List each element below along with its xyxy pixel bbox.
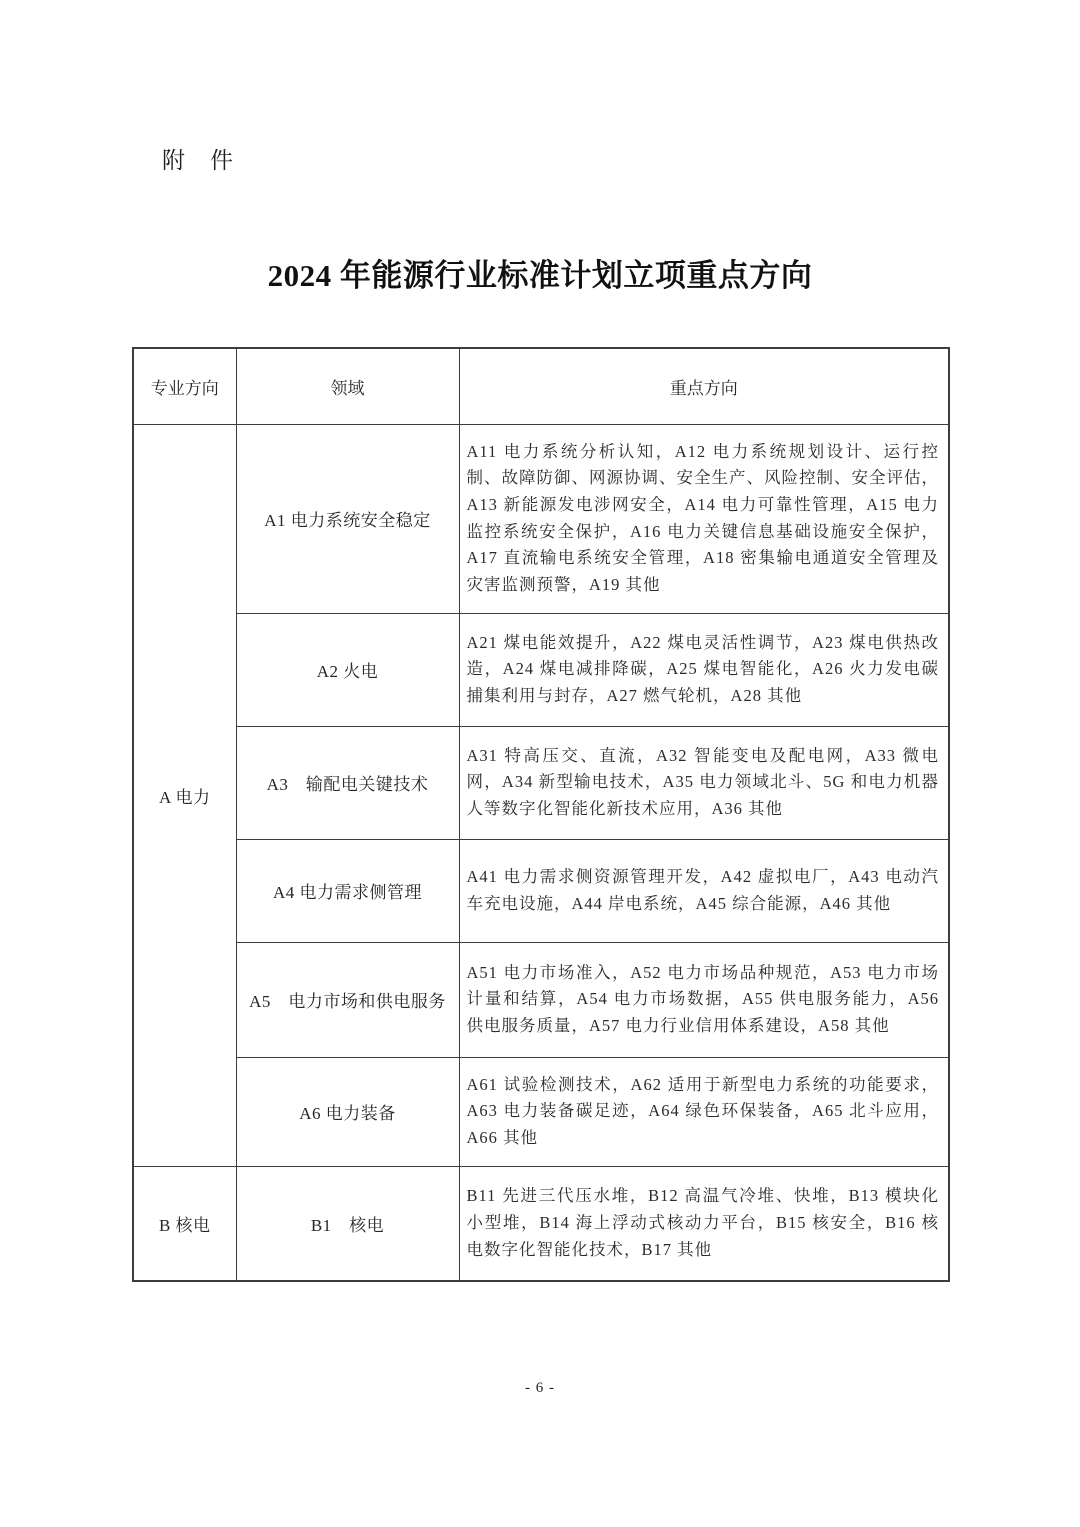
focus-cell-a1: A11 电力系统分析认知，A12 电力系统规划设计、运行控制、故障防御、网源协调、安全生产、风险控制、安全评估，A13 新能源发电涉网安全，A14 电力可靠性管理，A15 电力监控系统安全保护，A16 电力关键信息基础设施安全保护，A17 直流输电系统安全管理，A18 密集输电通道安全管理及灾害监测预警，A19 其他: [459, 424, 949, 613]
table-row-a2: [133, 613, 949, 726]
key-directions-table: [132, 347, 950, 1282]
column-header-direction: 专业方向: [133, 348, 236, 424]
field-cell-a3: A3 输配电关键技术: [236, 726, 459, 839]
field-cell-a1: A1 电力系统安全稳定: [236, 424, 459, 613]
column-header-focus: 重点方向: [459, 348, 949, 424]
field-cell-a6: A6 电力装备: [236, 1057, 459, 1166]
focus-cell-a4: A41 电力需求侧资源管理开发，A42 虚拟电厂，A43 电动汽车充电设施，A44 岸电系统，A45 综合能源，A46 其他: [459, 839, 949, 942]
table-header-row: [133, 348, 949, 424]
focus-cell-a6: A61 试验检测技术，A62 适用于新型电力系统的功能要求，A63 电力装备碳足迹，A64 绿色环保装备，A65 北斗应用，A66 其他: [459, 1057, 949, 1166]
table-row-a6: [133, 1057, 949, 1166]
table-row-b1: [133, 1166, 949, 1281]
field-cell-a2: A2 火电: [236, 613, 459, 726]
focus-cell-a5: A51 电力市场准入，A52 电力市场品种规范，A53 电力市场计量和结算，A54 电力市场数据，A55 供电服务能力，A56 供电服务质量，A57 电力行业信用体系建设，A58 其他: [459, 942, 949, 1057]
page-title: 2024 年能源行业标准计划立项重点方向: [267, 258, 813, 293]
focus-cell-a3: A31 特高压交、直流，A32 智能变电及配电网，A33 微电网，A34 新型输电技术，A35 电力领域北斗、5G 和电力机器人等数字化智能化新技术应用，A36 其他: [459, 726, 949, 839]
field-cell-a5: A5 电力市场和供电服务: [236, 942, 459, 1057]
table-row-a4: [133, 839, 949, 942]
table-row-a1: [133, 424, 949, 613]
table-row-a3: [133, 726, 949, 839]
direction-cell-b-nuclear: B 核电: [133, 1166, 236, 1281]
column-header-field: 领域: [236, 348, 459, 424]
field-cell-a4: A4 电力需求侧管理: [236, 839, 459, 942]
attachment-label: 附 件: [162, 148, 234, 173]
direction-cell-a-power: A 电力: [133, 424, 236, 1166]
focus-cell-a2: A21 煤电能效提升，A22 煤电灵活性调节，A23 煤电供热改造，A24 煤电减排降碳，A25 煤电智能化，A26 火力发电碳捕集利用与封存，A27 燃气轮机，A28 其他: [459, 613, 949, 726]
focus-cell-b1: B11 先进三代压水堆，B12 高温气冷堆、快堆，B13 模块化小型堆，B14 海上浮动式核动力平台，B15 核安全，B16 核电数字化智能化技术，B17 其他: [459, 1166, 949, 1281]
page-number: - 6 -: [525, 1380, 555, 1396]
field-cell-b1: B1 核电: [236, 1166, 459, 1281]
table-row-a5: [133, 942, 949, 1057]
